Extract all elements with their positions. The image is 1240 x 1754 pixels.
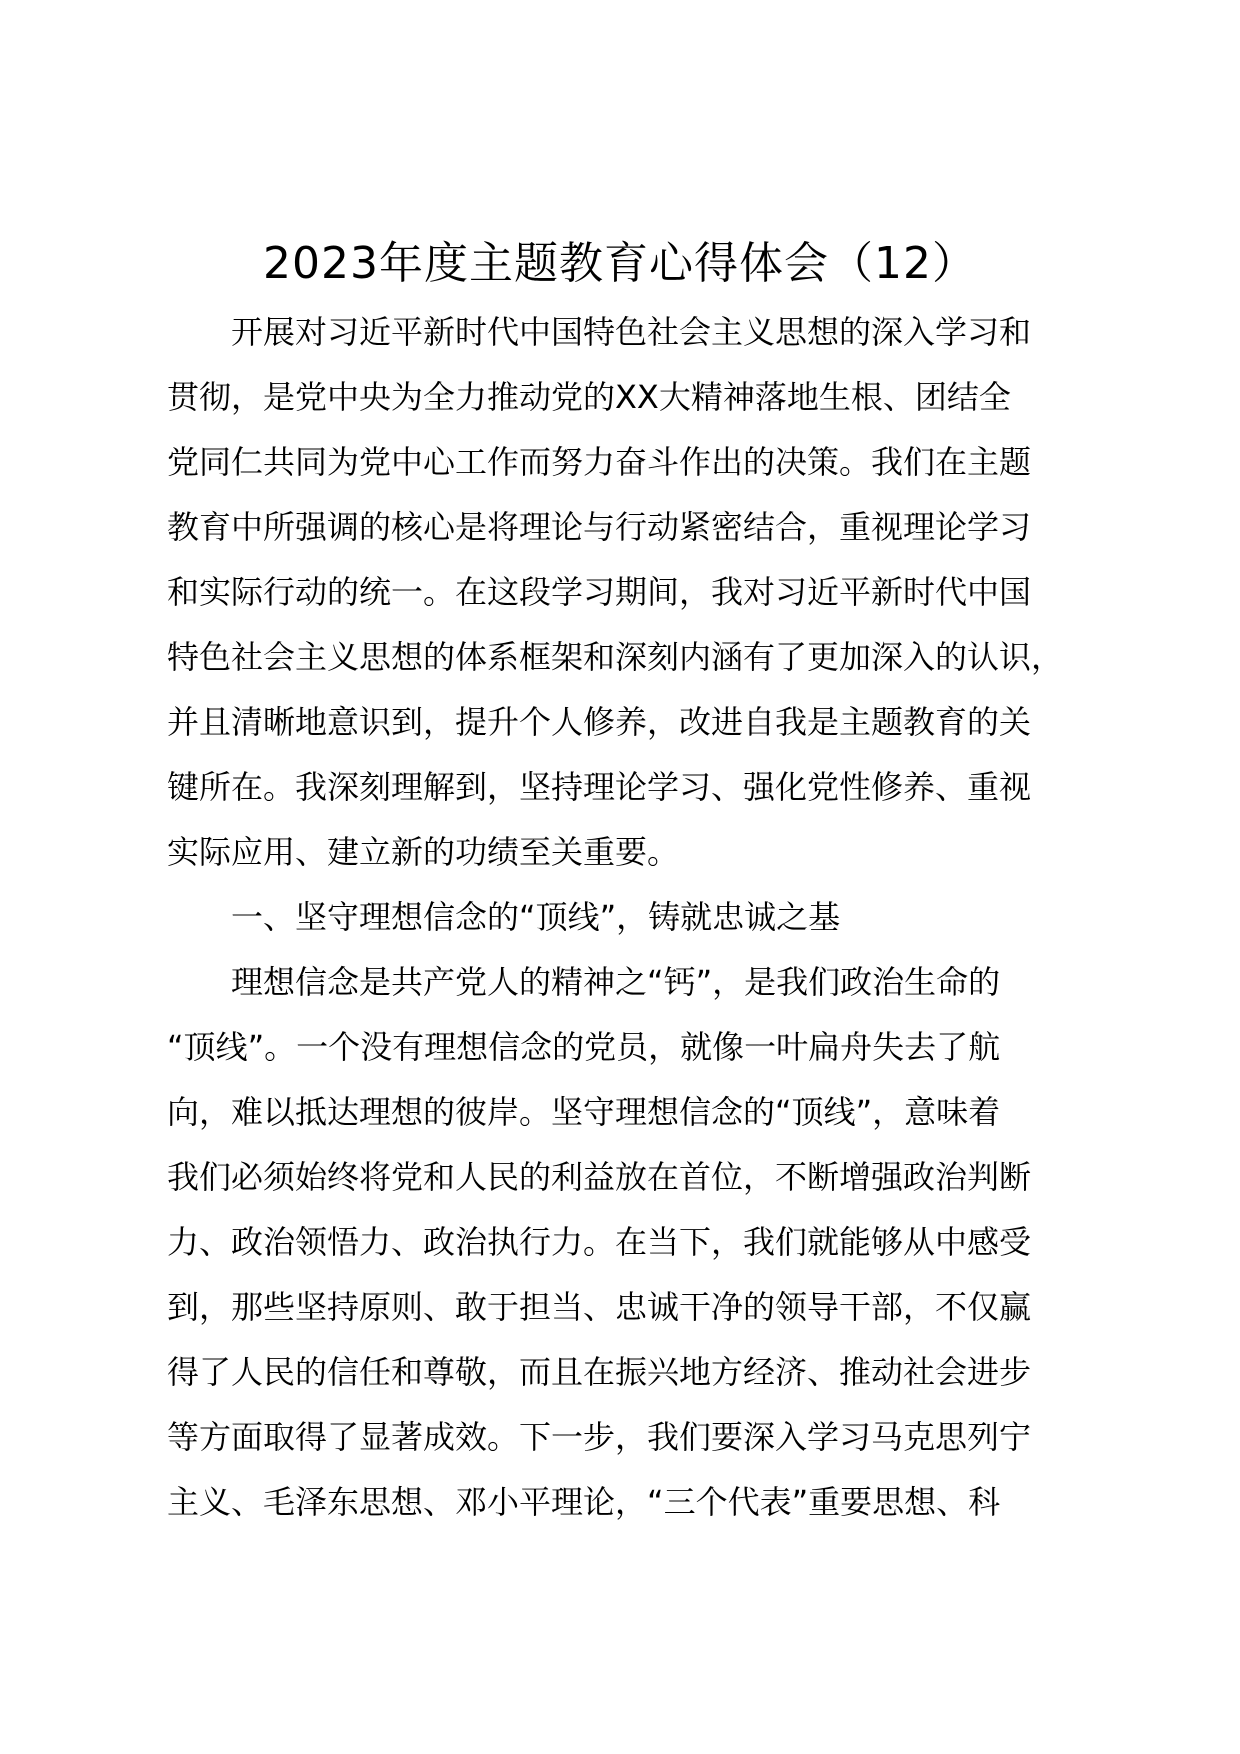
paragraph-line: 到，那些坚持原则、敢于担当、忠诚干净的领导干部，不仅赢 <box>167 1288 1032 1326</box>
paragraph-line: “顶线”。一个没有理想信念的党员，就像一叶扁舟失去了航 <box>167 1028 1001 1066</box>
section-heading: 一、坚守理想信念的“顶线”，铸就忠诚之基 <box>231 898 841 936</box>
document-body <box>167 300 1097 1535</box>
paragraph-line: 实际应用、建立新的功绩至关重要。 <box>167 833 680 871</box>
paragraph-line: 理想信念是共产党人的精神之“钙”，是我们政治生命的 <box>231 963 1001 1001</box>
paragraph-line: 主义、毛泽东思想、邓小平理论，“三个代表”重要思想、科 <box>167 1483 1001 1521</box>
paragraph-line: 党同仁共同为党中心工作而努力奋斗作出的决策。我们在主题 <box>167 443 1032 481</box>
paragraph-line: 开展对习近平新时代中国特色社会主义思想的深入学习和 <box>231 313 1032 351</box>
paragraph-line: 教育中所强调的核心是将理论与行动紧密结合，重视理论学习 <box>167 508 1032 546</box>
paragraph-line: 并且清晰地意识到，提升个人修养，改进自我是主题教育的关 <box>167 703 1032 741</box>
paragraph-line: 向，难以抵达理想的彼岸。坚守理想信念的“顶线”，意味着 <box>167 1093 1001 1131</box>
paragraph-line: 特色社会主义思想的体系框架和深刻内涵有了更加深入的认识， <box>167 638 1064 676</box>
paragraph-line: 等方面取得了显著成效。下一步，我们要深入学习马克思列宁 <box>167 1418 1032 1456</box>
paragraph-line: 我们必须始终将党和人民的利益放在首位，不断增强政治判断 <box>167 1158 1032 1196</box>
document-title: 2023年度主题教育心得体会（12） <box>263 238 977 289</box>
paragraph-line: 键所在。我深刻理解到，坚持理论学习、强化党性修养、重视 <box>167 768 1032 806</box>
paragraph-line: 力、政治领悟力、政治执行力。在当下，我们就能够从中感受 <box>167 1223 1032 1261</box>
paragraph-line: 得了人民的信任和尊敬，而且在振兴地方经济、推动社会进步 <box>167 1353 1032 1391</box>
paragraph-line: 和实际行动的统一。在这段学习期间，我对习近平新时代中国 <box>167 573 1032 611</box>
paragraph-line: 贯彻，是党中央为全力推动党的XX大精神落地生根、团结全 <box>167 378 1011 416</box>
